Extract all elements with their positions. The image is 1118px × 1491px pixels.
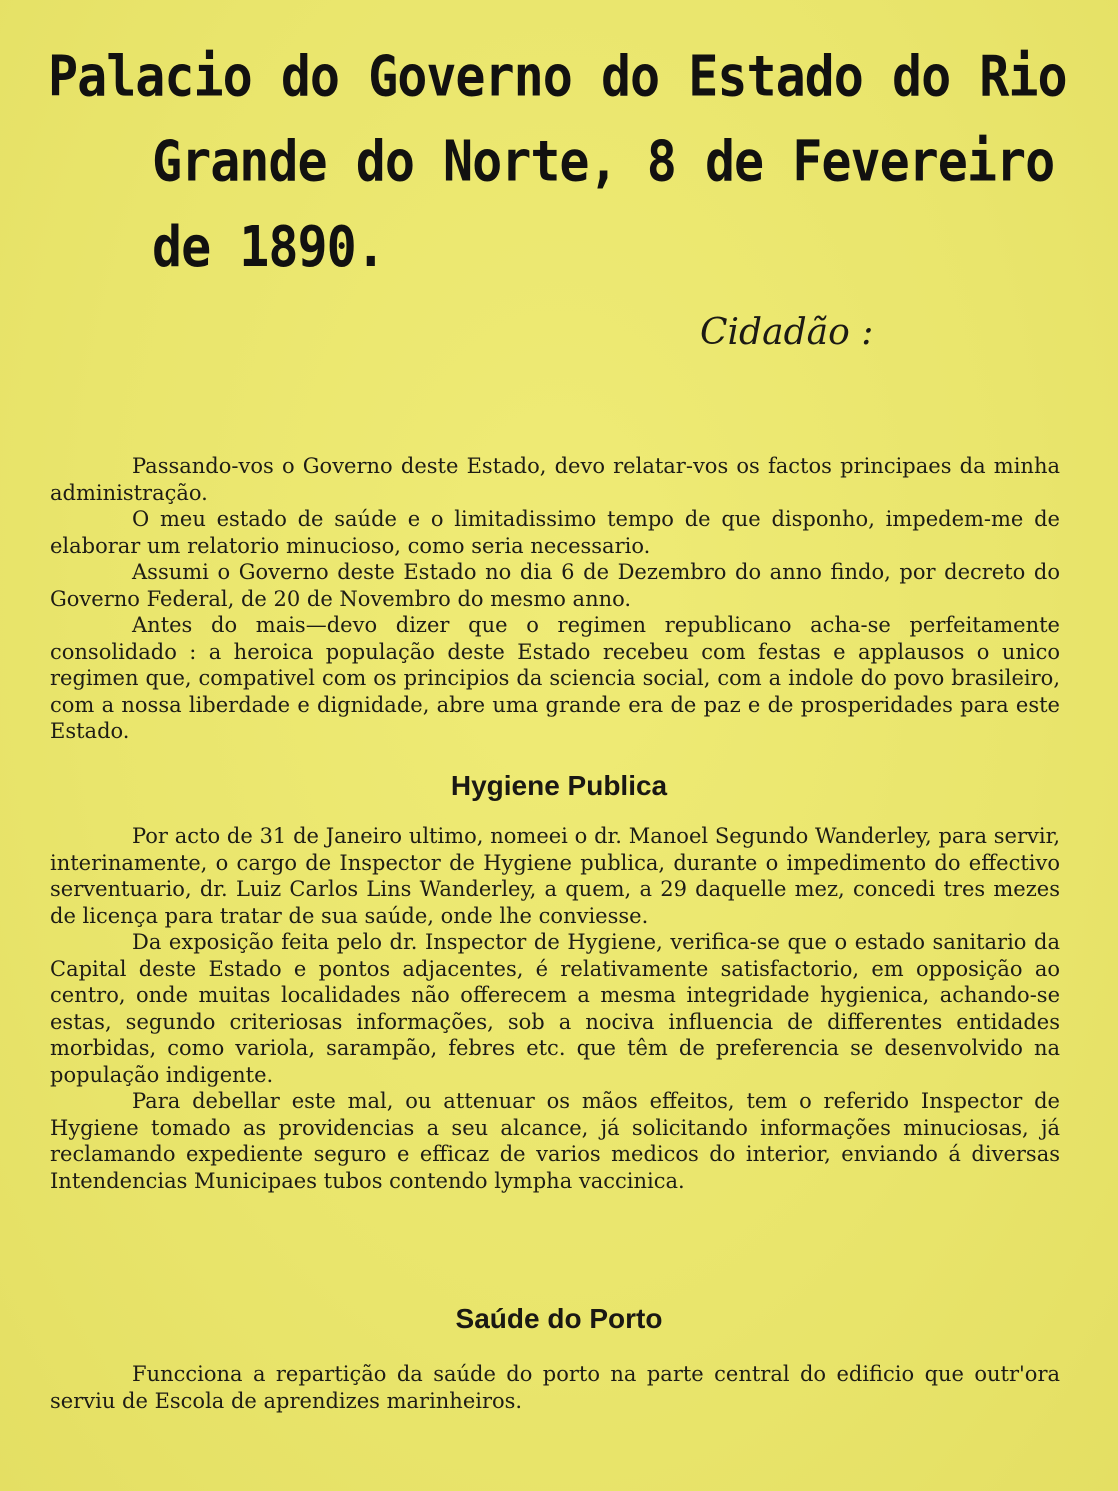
port-health-paragraph: Funcciona a repartição da saúde do porto na parte central do edificio que outr'ora serviu de Escola de aprendizes marinheiros. <box>50 1362 1060 1413</box>
hygiene-paragraph: Para debellar este mal, ou attenuar os mãos effeitos, tem o referido Inspector de Hygiene tomado as providencias a seu alcance, já solicitando informações minuciosas, já reclamando expediente seguro e efficaz de varios medicos do interior, enviando á diversas Intendencias Municipaes tubos contendo lympha vaccinica. <box>50 1089 1060 1193</box>
title-line-1: Palacio do Governo do Estado do Rio <box>48 44 1067 110</box>
hygiene-paragraph: Por acto de 31 de Janeiro ultimo, nomeei o dr. Manoel Segundo Wanderley, para servir, interinamente, o cargo de Inspector de Hygiene publica, durante o impedimento do effectivo serventuario, dr. Luiz Carlos Lins Wanderley, a quem, a 29 daquelle mez, concedi tres mezes de licença para tratar de sua saúde, onde lhe conviesse. <box>50 824 1060 928</box>
title-line-2: Grande do Norte, 8 de Fevereiro <box>152 129 1055 195</box>
section-heading-hygiene: Hygiene Publica <box>450 770 668 801</box>
intro-section <box>50 453 1060 745</box>
salutation: Cidadão : <box>700 312 874 353</box>
document-title <box>48 34 1067 289</box>
hygiene-paragraph: Da exposição feita pelo dr. Inspector de Hygiene, verifica-se que o estado sanitario da Capital deste Estado e pontos adjacentes, é relativamente satisfactorio, em opposição ao centro, onde muitas localidades não offerecem a mesma integridade hygienica, achando-se estas, segundo criteriosas informações, sob a nociva influencia de differentes entidades morbidas, como variola, sarampão, febres etc. que têm de preferencia se desenvolvido na população indigente. <box>50 930 1060 1087</box>
intro-paragraph: Passando-vos o Governo deste Estado, devo relatar-vos os factos principaes da minha administração. <box>50 454 1060 505</box>
title-line-3: de 1890. <box>152 214 385 280</box>
port-health-section <box>50 1361 1060 1414</box>
intro-paragraph: O meu estado de saúde e o limitadissimo tempo de que disponho, impedem-me de elaborar um relatorio minucioso, como seria necessario. <box>50 507 1060 558</box>
hygiene-section <box>50 823 1060 1194</box>
intro-paragraph: Antes do mais—devo dizer que o regimen republicano acha-se perfeitamente consolidado : a heroica população deste Estado recebeu com festas e applausos o unico regimen que, compativel com os principios da sciencia social, com a indole do povo brasileiro, com a nossa liberdade e dignidade, abre uma grande era de paz e de prosperidades para este Estado. <box>50 613 1060 743</box>
intro-paragraph: Assumi o Governo deste Estado no dia 6 de Dezembro do anno findo, por decreto do Governo Federal, de 20 de Novembro do mesmo anno. <box>50 560 1060 611</box>
section-heading-port-health: Saúde do Porto <box>455 1303 663 1334</box>
